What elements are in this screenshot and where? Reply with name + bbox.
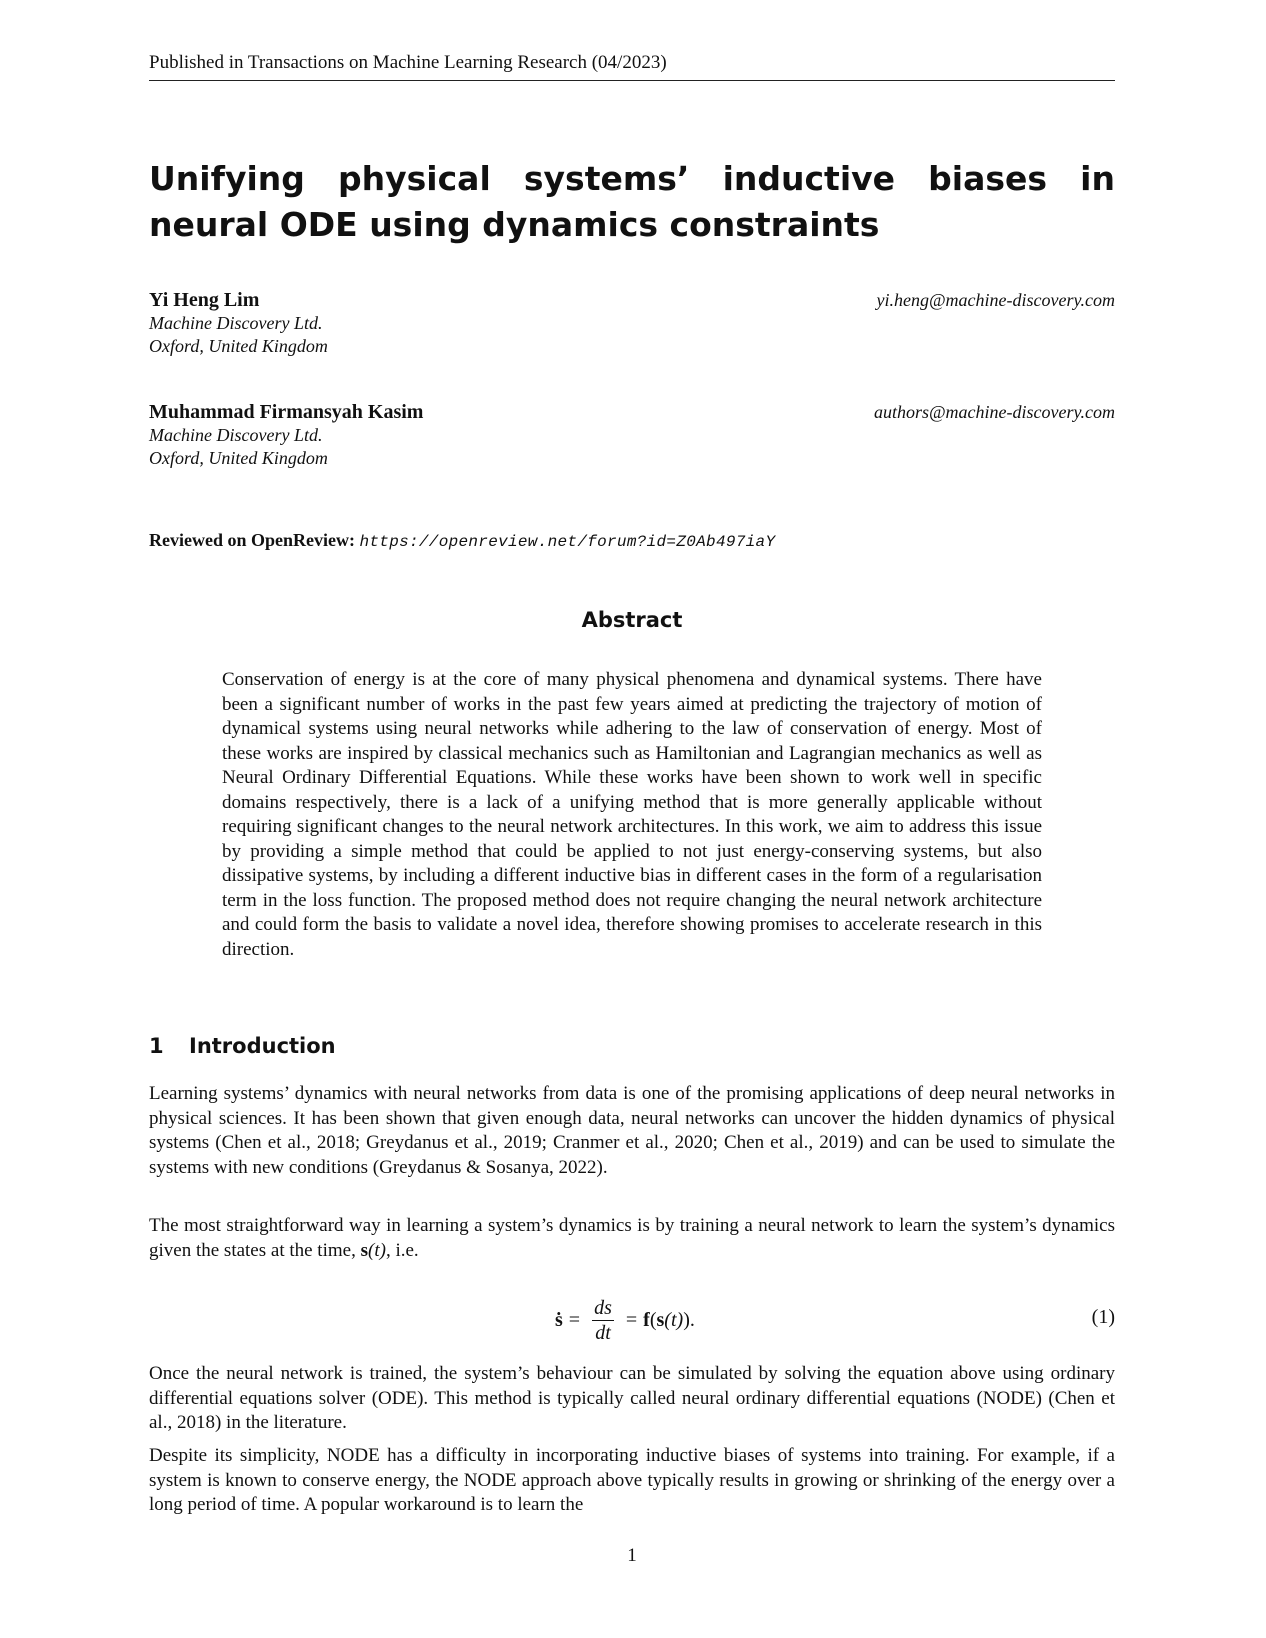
time-t: (t) bbox=[664, 1308, 684, 1331]
intro-paragraph-4: Despite its simplicity, NODE has a difficulty in incorporating inductive biases of systems into training. For example, if a system is known to conserve energy, the NODE approach above typically results in growing or shrinking of the energy over a long period of time. A popular workaround is to learn the bbox=[149, 1445, 1115, 1515]
fraction-numerator: ds bbox=[594, 1296, 612, 1319]
page-number: 1 bbox=[627, 1545, 637, 1566]
author-name: Yi Heng Lim bbox=[149, 289, 260, 311]
review-url-link[interactable]: https://openreview.net/forum?id=Z0Ab497iaY bbox=[359, 533, 776, 551]
paragraph-text: The most straightforward way in learning a system’s dynamics is by training a neural network to learn the system’s dynamics given the states at the time, bbox=[149, 1215, 1115, 1261]
section-heading bbox=[149, 1034, 336, 1058]
section-title: Introduction bbox=[189, 1034, 336, 1058]
equation-1 bbox=[149, 1292, 1115, 1348]
equals-sign: = bbox=[568, 1308, 581, 1331]
author-affiliation: Machine Discovery Ltd. bbox=[149, 425, 323, 445]
derivative-fraction bbox=[592, 1296, 614, 1345]
author-name: Muhammad Firmansyah Kasim bbox=[149, 401, 424, 423]
running-header: Published in Transactions on Machine Learning Research (04/2023) bbox=[149, 52, 1115, 81]
author-affiliation: Machine Discovery Ltd. bbox=[149, 313, 323, 333]
author-email[interactable]: authors@machine-discovery.com bbox=[873, 402, 1115, 422]
intro-paragraph-1: Learning systems’ dynamics with neural networks from data is one of the promising applications of deep neural networks in physical sciences. It has been shown that given enough data, neural networks can uncover the hidden dynamics of physical systems (Chen et al., 2018; Greydanus et al., 2019; Cranmer et al., 2020; Chen et al., 2019) and can be used to simulate the systems with new conditions (Greydanus & Sosanya, 2022). bbox=[149, 1083, 1115, 1178]
author-block-2 bbox=[149, 400, 1115, 470]
author-location: Oxford, United Kingdom bbox=[149, 448, 328, 468]
author-location: Oxford, United Kingdom bbox=[149, 336, 328, 356]
abstract-text: Conservation of energy is at the core of many physical phenomena and dynamical systems. There have been a significant number of works in the past few years aimed at predicting the trajectory of motion of dynamical systems using neural networks while adhering to the law of conservation of energy. Most of these works are inspired by classical mechanics such as Hamiltonian and Lagrangian mechanics as well as Neural Ordinary Differential Equations. While these works have been shown to work well in specific domains respectively, there is a lack of a unifying method that is more generally applicable without requiring significant changes to the neural network architectures. In this work, we aim to address this issue by providing a simple method that could be applied to not just energy-conserving systems, but also dissipative systems, by including a different inductive bias in different cases in the form of a regularisation term in the loss function. The proposed method does not require changing the neural network architecture and could form the basis to validate a novel idea, therefore showing promises to accelerate research in this direction. bbox=[222, 669, 1042, 960]
review-line bbox=[149, 530, 775, 551]
paragraph-text: , i.e. bbox=[385, 1239, 419, 1261]
abstract-heading: Abstract bbox=[581, 608, 683, 632]
paper-title: Unifying physical systems’ inductive biases in neural ODE using dynamics constraints bbox=[149, 159, 1115, 244]
function-f: f bbox=[643, 1308, 650, 1331]
author-email[interactable]: yi.heng@machine-discovery.com bbox=[876, 290, 1115, 310]
paren-open: ( bbox=[649, 1308, 657, 1331]
review-label: Reviewed on OpenReview: bbox=[149, 530, 355, 550]
equation-body bbox=[555, 1292, 695, 1348]
author-block-1 bbox=[149, 288, 1115, 358]
math-symbol-t: (t) bbox=[368, 1239, 386, 1261]
paren-close: ). bbox=[683, 1308, 695, 1331]
equation-lhs: ṡ bbox=[555, 1308, 563, 1331]
fraction-denominator: dt bbox=[595, 1321, 611, 1344]
equals-sign: = bbox=[625, 1308, 638, 1331]
state-s: s bbox=[656, 1308, 665, 1331]
math-symbol-s: s bbox=[360, 1239, 368, 1261]
equation-number: (1) bbox=[1091, 1306, 1115, 1328]
intro-paragraph-3: Once the neural network is trained, the system’s behaviour can be simulated by solving the equation above using ordinary differential equations solver (ODE). This method is typically called neural ordinary differential equations (NODE) (Chen et al., 2018) in the literature. bbox=[149, 1363, 1115, 1433]
intro-paragraph-2 bbox=[149, 1214, 1115, 1263]
section-number: 1 bbox=[149, 1034, 164, 1058]
